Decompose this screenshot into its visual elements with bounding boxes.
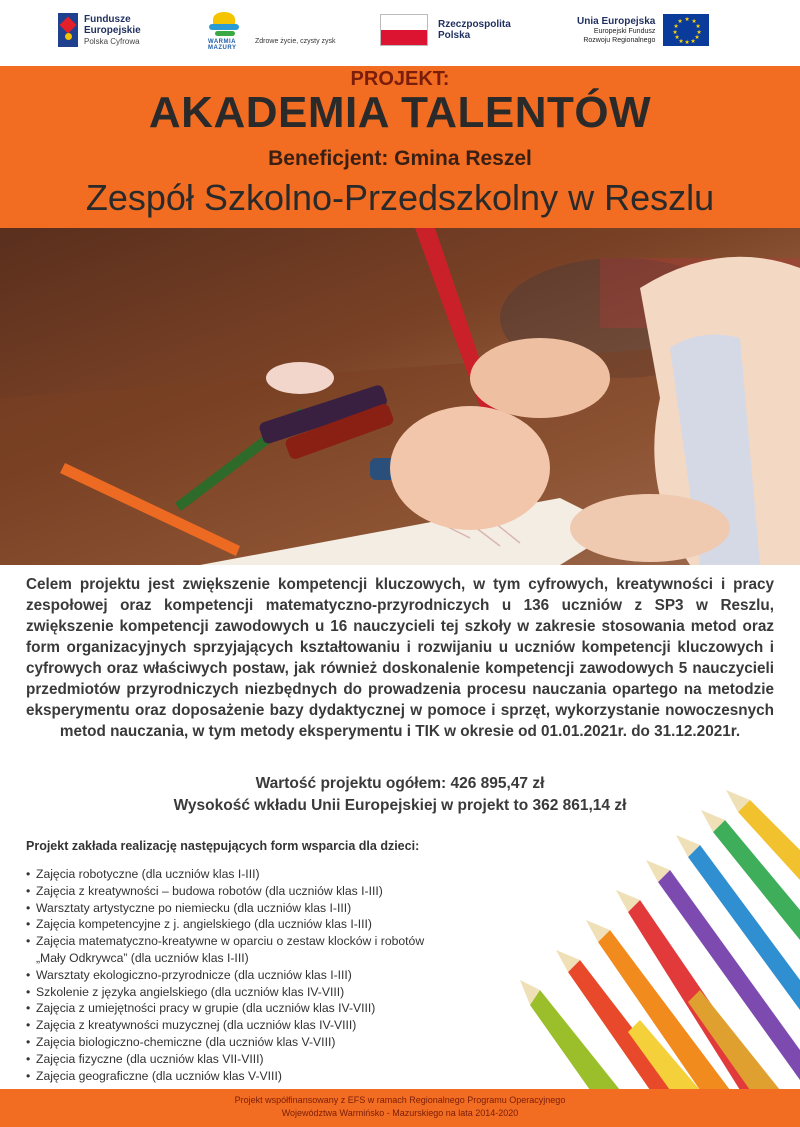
footer-line1: Projekt współfinansowany z EFS w ramach Regionalnego Programu Operacyjnego [234, 1095, 566, 1105]
project-total-value: Wartość projektu ogółem: 426 895,47 zł [255, 775, 545, 792]
ue-line1: Unia Europejska [577, 15, 656, 27]
list-item: • Warsztaty artystyczne po niemiecku (dla uczniów klas I-III) [26, 900, 352, 915]
eu-contribution: Wysokość wkładu Unii Europejskiej w projekt to 362 861,14 zł [173, 797, 627, 814]
support-forms-list [26, 866, 424, 1084]
fe-line2: Europejskie [84, 24, 141, 36]
polish-flag-icon [380, 14, 428, 46]
wm-tagline: Zdrowe życie, czysty zysk [255, 37, 336, 45]
list-item: • Zajęcia z umiejętności pracy w grupie (dla uczniów klas IV-VIII) [26, 1001, 376, 1016]
list-item-continuation: „Mały Odkrywca” (dla uczniów klas I-III) [36, 950, 249, 965]
fundusze-europejskie-mark [58, 13, 78, 47]
fundusze-europejskie-logo [58, 8, 141, 52]
wm-mark-text: WARMIA MAZURY [208, 39, 237, 51]
rzeczpospolita-polska-logo [380, 8, 511, 52]
project-description: Celem projektu jest zwiększenie kompetencji kluczowych, w tym cyfrowych, kreatywności i pracy zespołowej oraz kompetencji matematyczno-przyrodniczych u 136 uczniów z SP3 w Reszlu, zwiększenie kompetencji zawodowych u 16 nauczycieli tej szkoły w zakresie stosowania metod oraz form organizacyjnych sprzyjających kształtowaniu i rozwijaniu u uczniów kompetencji kluczowych i cyfrowych oraz właściwych postaw, jak również doskonalenie kompetencji zawodowych 5 nauczycieli przedmiotów przyrodniczych niezbędnych do prowadzenia procesu nauczania opartego na metodzie eksperymentu oraz doposażenie bazy dydaktycznej w pomoce i sprzęt, wykorzystanie nowoczesnych metod nauczania, w tym metody eksperymentu i TIK w okresie od 01.01.2021r. do 31.12.2021r. [26, 576, 774, 740]
list-item: • Zajęcia kompetencyjne z j. angielskiego (dla uczniów klas I-III) [26, 917, 372, 932]
child-drawing-photo [0, 228, 800, 565]
list-item: • Zajęcia z kreatywności – budowa robotów (dla uczniów klas I-III) [26, 883, 383, 898]
fe-line3: Polska Cyfrowa [84, 36, 140, 46]
list-item: • Zajęcia matematyczno-kreatywne w oparciu o zestaw klocków i robotów [26, 934, 425, 949]
rp-line2: Polska [438, 30, 471, 41]
warmia-mazury-mark [205, 10, 245, 50]
ue-line2: Europejski Fundusz [593, 27, 656, 35]
support-forms-intro: Projekt zakłada realizację następujących form wsparcia dla dzieci: [26, 839, 420, 853]
list-item: • Zajęcia biologiczno-chemiczne (dla uczniów klas V-VIII) [26, 1034, 336, 1049]
unia-europejska-logo [577, 8, 709, 52]
list-item: • Zajęcia geograficzne (dla uczniów klas V-VIII) [26, 1068, 282, 1083]
ue-line3: Rozwoju Regionalnego [583, 36, 656, 44]
logo-bar [0, 0, 800, 60]
warmia-mazury-logo [205, 8, 336, 52]
list-item: • Zajęcia robotyczne (dla uczniów klas I-III) [26, 867, 260, 881]
fe-line1: Fundusze [84, 13, 131, 25]
beneficiary: Beneficjent: Gmina Reszel [268, 147, 532, 170]
list-item: • Zajęcia z kreatywności muzycznej (dla uczniów klas IV-VIII) [26, 1018, 357, 1033]
list-item: • Szkolenie z języka angielskiego (dla uczniów klas IV-VIII) [26, 984, 345, 999]
rp-line1: Rzeczpospolita [438, 19, 511, 30]
colored-pencils-decoration [520, 790, 800, 1090]
school-name: Zespół Szkolno-Przedszkolny w Reszlu [85, 177, 715, 218]
list-item: • Warsztaty ekologiczno-przyrodnicze (dla uczniów klas I-III) [26, 967, 352, 982]
eu-flag-icon: ★ ★ ★ ★ ★ ★ ★ ★ ★ ★ ★ ★ [663, 14, 709, 46]
project-kicker: PROJEKT: [350, 68, 450, 90]
list-item: • Zajęcia fizyczne (dla uczniów klas VII-VIII) [26, 1051, 264, 1066]
project-title: AKADEMIA TALENTÓW [148, 88, 652, 137]
footer-banner [0, 1089, 800, 1127]
footer-line2: Województwa Warmińsko - Mazurskiego na lata 2014-2020 [281, 1108, 519, 1118]
